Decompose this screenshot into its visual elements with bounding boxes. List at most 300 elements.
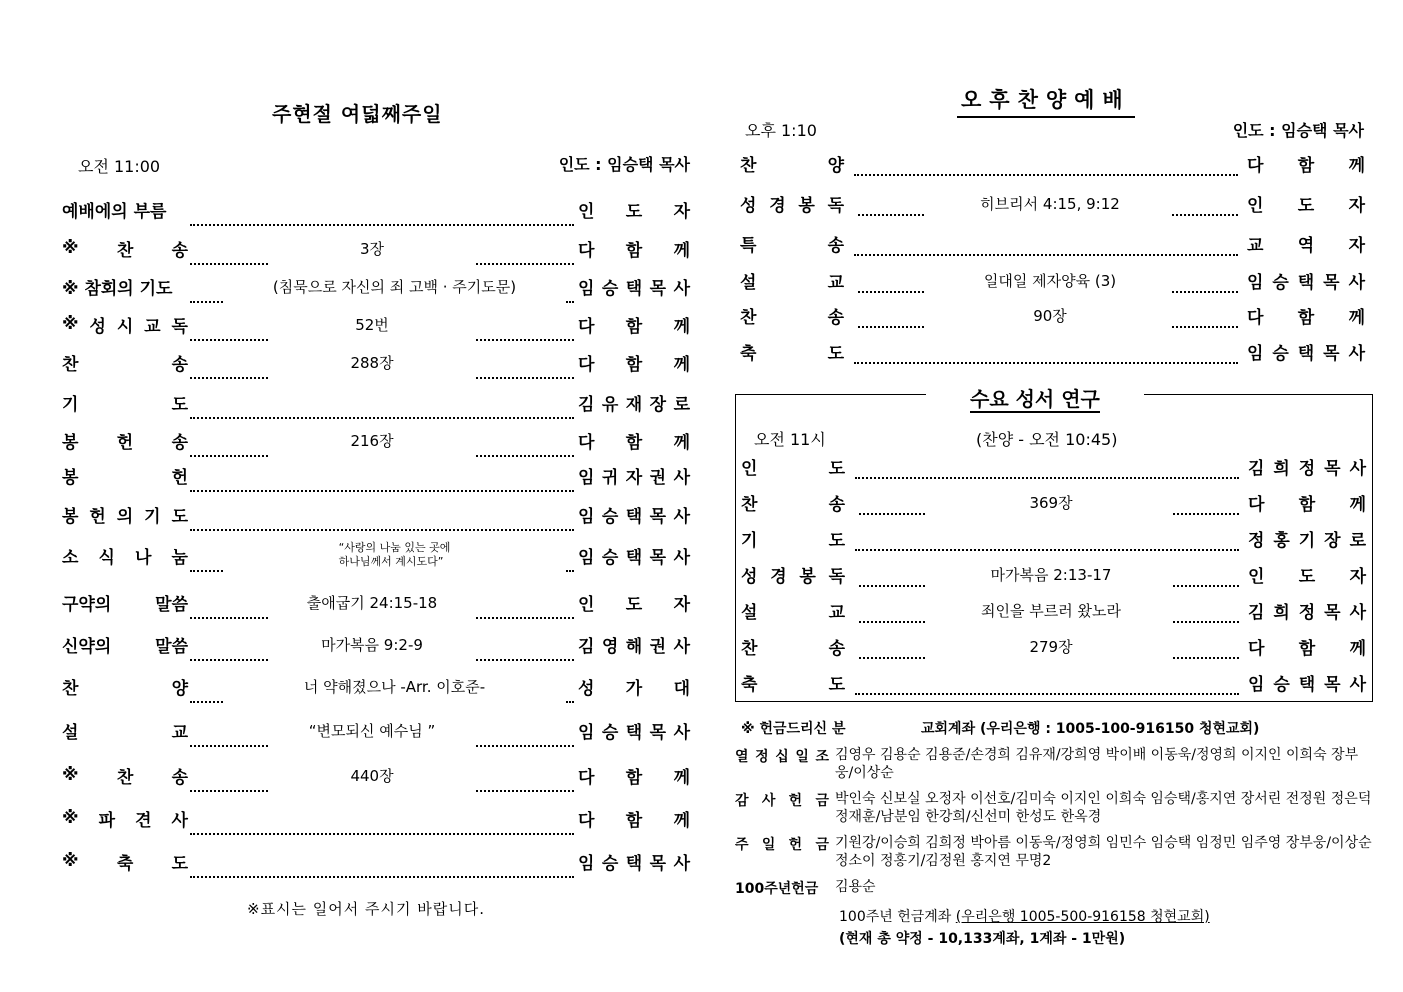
performer-char: 께: [1348, 307, 1365, 328]
role-char: 도: [171, 853, 188, 874]
role-char: 시: [116, 316, 134, 337]
label-char: 일: [795, 749, 809, 765]
performer-char: 목: [1324, 674, 1341, 695]
item-role: [740, 336, 844, 366]
role-char: 도: [171, 506, 188, 527]
role-char: 축: [116, 853, 134, 874]
performer-char: 께: [673, 316, 690, 337]
item-performer: [578, 425, 690, 455]
service-item: [741, 559, 1366, 589]
item-role: [62, 309, 188, 339]
item-role: [741, 631, 845, 661]
label-char: 주: [735, 837, 749, 853]
role-char: 봉: [798, 195, 815, 216]
performer-char: 께: [673, 810, 690, 831]
service-item: [62, 846, 690, 876]
role-char: 찬: [116, 240, 134, 261]
item-role: [62, 233, 188, 263]
afternoon-service-leader: 인도 : 임승택 목사: [1232, 121, 1364, 140]
performer-char: 자: [1348, 195, 1365, 216]
role-char: 경: [770, 566, 787, 587]
performer-char: 승: [1272, 343, 1289, 364]
service-item: [62, 194, 690, 224]
item-performer: [578, 587, 690, 617]
performer-char: 택: [1298, 674, 1316, 695]
role-char: 도: [828, 458, 845, 479]
afternoon-service-time: 오후 1:10: [745, 121, 817, 140]
role-char: 도: [828, 674, 845, 695]
role-char: 의: [116, 506, 134, 527]
role-char: 찬: [740, 155, 757, 176]
item-performer: [1248, 559, 1366, 589]
performer-char: 인: [1248, 566, 1265, 587]
item-performer: [578, 540, 690, 570]
item-role: [62, 587, 188, 617]
performer-char: 께: [673, 432, 690, 453]
role-char: 설: [62, 722, 79, 743]
role-char: 인: [741, 458, 758, 479]
role-char: 도: [828, 530, 845, 551]
item-role: [62, 760, 188, 790]
service-item: [740, 148, 1365, 178]
performer-char: 다: [578, 810, 595, 831]
role-char: 찬: [741, 638, 758, 659]
item-performer: [578, 309, 690, 339]
offering-section: [735, 718, 1375, 948]
role-char: 독: [827, 195, 844, 216]
role-char: 봉: [62, 467, 79, 488]
role-char: 도: [827, 343, 844, 364]
item-role: [740, 188, 844, 218]
item-role: [62, 629, 188, 659]
item-performer: [1247, 336, 1365, 366]
performer-char: 해: [625, 636, 643, 657]
performer-char: 다: [578, 767, 595, 788]
item-role: [62, 387, 188, 417]
service-item: [62, 803, 690, 833]
item-role: [741, 487, 845, 517]
item-role: [62, 671, 188, 701]
offering-header: ※ 헌금드리신 분: [741, 721, 846, 737]
performer-char: 다: [578, 316, 595, 337]
performer-char: 승: [601, 722, 619, 743]
item-performer: [1247, 148, 1365, 178]
item-role: [62, 846, 188, 876]
role-char: 교: [827, 272, 844, 293]
performer-char: 장: [1324, 530, 1341, 551]
item-content: (침묵으로 자신의 죄 고백 · 주기도문): [272, 277, 517, 296]
role-char: 예배에의 부름: [62, 201, 167, 222]
role-char: 송: [828, 494, 845, 515]
label-char: 조: [815, 749, 829, 765]
church-account: 교회계좌 (우리은행 : 1005-100-916150 청현교회): [921, 721, 1260, 737]
performer-char: 께: [673, 240, 690, 261]
role-char: 말씀: [155, 594, 188, 615]
item-content: 죄인을 부르러 왔노라: [981, 601, 1121, 620]
role-char: 양: [171, 678, 188, 699]
performer-char: 다: [578, 240, 595, 261]
wednesday-title: 수요 성서 연구: [926, 383, 1144, 412]
performer-char: 함: [625, 240, 643, 261]
offering-label: [735, 878, 835, 898]
item-performer: [578, 846, 690, 876]
performer-char: 승: [601, 278, 619, 299]
label-char: 금: [815, 837, 829, 853]
performer-char: 김: [578, 394, 595, 415]
item-performer: [578, 347, 690, 377]
performer-char: 택: [625, 722, 643, 743]
performer-char: 다: [1247, 155, 1264, 176]
item-role: [62, 460, 188, 490]
service-item: [62, 460, 690, 490]
role-char: 송: [828, 638, 845, 659]
performer-char: 김: [1248, 458, 1265, 479]
label-char: 헌: [788, 793, 803, 809]
role-char: 기: [741, 530, 758, 551]
item-performer: [1248, 667, 1366, 697]
offering-label: [735, 746, 835, 782]
item-performer: [1247, 228, 1365, 258]
item-role: [741, 523, 845, 553]
performer-char: 임: [1248, 674, 1265, 695]
service-item: [62, 499, 690, 529]
performer-char: 사: [673, 547, 690, 568]
performer-char: 대: [673, 678, 690, 699]
label-char: 정: [755, 749, 769, 765]
service-item: [741, 487, 1366, 517]
role-char: 기: [62, 394, 79, 415]
service-item: [62, 540, 690, 570]
performer-char: 자: [625, 467, 643, 488]
performer-char: 임: [1247, 272, 1264, 293]
role-char: 찬: [741, 494, 758, 515]
role-char: ※: [62, 765, 79, 785]
performer-char: 사: [1348, 272, 1365, 293]
performer-char: 목: [1323, 272, 1340, 293]
performer-char: 권: [649, 636, 667, 657]
wednesday-time: 오전 11시: [754, 430, 826, 449]
performer-char: 함: [1298, 494, 1316, 515]
role-char: 송: [171, 767, 188, 788]
performer-char: 자: [1348, 235, 1365, 256]
item-performer: [578, 271, 690, 301]
label-char: 사: [761, 793, 776, 809]
item-performer: [578, 760, 690, 790]
performer-char: 께: [1348, 155, 1365, 176]
performer-char: 임: [1247, 343, 1264, 364]
role-char: 성: [740, 195, 757, 216]
item-role: [741, 595, 845, 625]
morning-service-title: 주현절 여덟째주일: [272, 102, 443, 126]
item-role: [740, 228, 844, 258]
role-char: 송: [171, 354, 188, 375]
item-content: 279장: [1029, 637, 1073, 656]
performer-char: 사: [1349, 602, 1366, 623]
role-char: ※ 참회의 기도: [62, 278, 173, 299]
item-role: [741, 667, 845, 697]
item-content: 출애굽기 24:15-18: [306, 593, 438, 612]
item-performer: [1248, 631, 1366, 661]
performer-char: 목: [649, 547, 667, 568]
role-char: 성: [89, 316, 106, 337]
performer-char: 사: [1349, 458, 1366, 479]
performer-char: 희: [1273, 602, 1290, 623]
item-content: “변모되신 예수님 ”: [308, 721, 436, 740]
performer-char: 승: [601, 547, 619, 568]
service-item: [62, 387, 690, 417]
performer-char: 께: [673, 354, 690, 375]
performer-char: 권: [649, 467, 667, 488]
role-char: 특: [740, 235, 757, 256]
item-performer: [578, 387, 690, 417]
centennial-account: (우리은행 1005-500-916158 청현교회): [955, 909, 1210, 925]
role-char: 구약의: [62, 594, 112, 615]
role-char: 신약의: [62, 636, 112, 657]
performer-char: 역: [1297, 235, 1315, 256]
performer-char: 함: [625, 810, 643, 831]
performer-char: 함: [625, 432, 643, 453]
service-item: [741, 595, 1366, 625]
performer-char: 승: [1272, 272, 1289, 293]
label-char: 100주년헌금: [735, 881, 819, 897]
item-content: 440장: [350, 766, 394, 785]
service-item: [62, 671, 690, 701]
performer-char: 다: [1248, 494, 1265, 515]
performer-char: 사: [673, 467, 690, 488]
performer-char: 다: [1248, 638, 1265, 659]
performer-char: 도: [1297, 195, 1315, 216]
role-char: 찬: [62, 678, 79, 699]
item-performer: [1248, 487, 1366, 517]
performer-char: 도: [625, 594, 643, 615]
performer-char: 인: [1247, 195, 1264, 216]
item-role: [740, 148, 844, 178]
service-item: [740, 228, 1365, 258]
role-char: 봉: [62, 432, 79, 453]
role-char: 봉: [799, 566, 816, 587]
item-content: 90장: [1033, 306, 1067, 325]
performer-char: 인: [578, 594, 595, 615]
performer-char: 재: [625, 394, 643, 415]
role-char: ※: [62, 808, 79, 828]
role-char: 찬: [62, 354, 79, 375]
service-item: [741, 451, 1366, 481]
service-item: [741, 523, 1366, 553]
role-char: 나: [135, 547, 152, 568]
item-content: “사랑의 나눔 있는 곳에 하나님께서 계시도다”: [338, 541, 451, 568]
performer-char: 사: [1348, 343, 1365, 364]
performer-char: 유: [601, 394, 619, 415]
performer-char: 목: [649, 722, 667, 743]
performer-char: 다: [1247, 307, 1264, 328]
item-content: 마가복음 2:13-17: [990, 565, 1112, 584]
performer-char: 사: [673, 636, 690, 657]
service-item: [62, 233, 690, 263]
performer-char: 귀: [601, 467, 619, 488]
role-char: 소: [62, 547, 79, 568]
item-role: [62, 499, 188, 529]
role-char: 성: [741, 566, 758, 587]
role-char: 헌: [116, 432, 134, 453]
role-char: 독: [171, 316, 188, 337]
performer-char: 함: [1298, 638, 1316, 659]
performer-char: 희: [1273, 458, 1290, 479]
role-char: 송: [827, 307, 844, 328]
role-char: 식: [98, 547, 115, 568]
item-role: [62, 715, 188, 745]
service-item: [62, 760, 690, 790]
performer-char: 김: [578, 636, 595, 657]
role-char: 헌: [171, 467, 188, 488]
performer-char: 임: [578, 278, 595, 299]
label-char: 일: [761, 837, 776, 853]
item-role: [740, 265, 844, 295]
offering-names: 김영우 김용순 김용준/손경희 김유재/강희영 박이배 이동욱/정영희 이지인 이희숙 장부웅/이상순: [835, 747, 1359, 781]
role-char: 파: [98, 810, 116, 831]
item-performer: [578, 460, 690, 490]
service-item: [62, 425, 690, 455]
item-performer: [578, 233, 690, 263]
item-role: [62, 347, 188, 377]
role-char: 말씀: [155, 636, 188, 657]
performer-char: 께: [1349, 638, 1366, 659]
performer-char: 임: [578, 467, 595, 488]
performer-char: 임: [578, 547, 595, 568]
performer-char: 장: [649, 394, 667, 415]
item-content: 일대일 제자양육 (3): [983, 271, 1117, 290]
item-role: [740, 300, 844, 330]
role-char: 축: [741, 674, 758, 695]
role-char: 찬: [740, 307, 757, 328]
service-item: [740, 300, 1365, 330]
role-char: 설: [741, 602, 758, 623]
item-performer: [578, 629, 690, 659]
label-char: 십: [775, 749, 789, 765]
performer-char: 께: [673, 767, 690, 788]
performer-char: 가: [625, 678, 643, 699]
performer-char: 사: [673, 853, 690, 874]
role-char: 양: [827, 155, 844, 176]
service-item: [62, 715, 690, 745]
performer-char: 정: [1248, 530, 1265, 551]
service-item: [62, 629, 690, 659]
label-char: 헌: [788, 837, 803, 853]
performer-char: 다: [578, 354, 595, 375]
performer-char: 자: [673, 201, 690, 222]
performer-char: 사: [673, 278, 690, 299]
performer-char: 택: [1297, 272, 1315, 293]
performer-char: 교: [1247, 235, 1264, 256]
service-item: [62, 587, 690, 617]
item-content: 너 약해졌으나 -Arr. 이호준-: [303, 677, 486, 696]
performer-char: 목: [649, 853, 667, 874]
service-item: [62, 347, 690, 377]
role-char: 송: [827, 235, 844, 256]
item-role: [62, 803, 188, 833]
performer-char: 인: [578, 201, 595, 222]
performer-char: 임: [578, 853, 595, 874]
label-char: 열: [735, 749, 749, 765]
item-performer: [578, 499, 690, 529]
role-char: 기: [144, 506, 161, 527]
performer-char: 함: [1297, 155, 1315, 176]
performer-char: 승: [1273, 674, 1290, 695]
item-performer: [578, 715, 690, 745]
performer-char: 택: [625, 506, 643, 527]
role-char: 찬: [116, 767, 134, 788]
performer-char: 다: [578, 432, 595, 453]
offering-names: 기원강/이승희 김희정 박아름 이동욱/정영희 임민수 임승택 임정민 임주영 장부웅/이상순 정소이 정홍기/김정원 홍지연 무명2: [835, 835, 1372, 869]
service-item: [741, 631, 1366, 661]
role-char: 교: [144, 316, 161, 337]
performer-char: 함: [625, 767, 643, 788]
offering-row: [735, 834, 1375, 870]
service-item: [740, 336, 1365, 366]
role-char: 도: [171, 394, 188, 415]
item-role: [62, 425, 188, 455]
service-item: [740, 188, 1365, 218]
performer-char: 께: [1349, 494, 1366, 515]
offering-row: [735, 878, 1375, 898]
performer-char: 함: [625, 316, 643, 337]
performer-char: 임: [578, 506, 595, 527]
item-performer: [1248, 523, 1366, 553]
item-content: 369장: [1029, 493, 1073, 512]
performer-char: 목: [1323, 343, 1340, 364]
role-char: 견: [135, 810, 152, 831]
role-char: 눔: [171, 547, 188, 568]
role-char: 교: [828, 602, 845, 623]
performer-char: 사: [1349, 674, 1366, 695]
pledge-summary: (현재 총 약정 - 10,133계좌, 1계좌 - 1만원): [839, 931, 1126, 947]
performer-char: 택: [625, 853, 643, 874]
role-char: 송: [171, 432, 188, 453]
role-char: 독: [828, 566, 845, 587]
performer-char: 영: [601, 636, 619, 657]
item-performer: [578, 671, 690, 701]
performer-char: 정: [1298, 458, 1316, 479]
performer-char: 함: [625, 354, 643, 375]
label-char: 금: [815, 793, 829, 809]
role-char: 축: [740, 343, 757, 364]
role-char: 경: [769, 195, 786, 216]
wednesday-praise-time: (찬양 - 오전 10:45): [976, 430, 1118, 449]
offering-label: [735, 790, 835, 826]
performer-char: 사: [673, 722, 690, 743]
performer-char: 홍: [1273, 530, 1290, 551]
role-char: 헌: [89, 506, 106, 527]
offering-names: 김용순: [835, 879, 876, 895]
item-performer: [1248, 451, 1366, 481]
offering-row: [735, 790, 1375, 826]
performer-char: 택: [1297, 343, 1315, 364]
role-char: 교: [171, 722, 188, 743]
performer-char: 함: [1297, 307, 1315, 328]
service-item: [62, 309, 690, 339]
role-char: ※: [62, 851, 79, 871]
centennial-account-label: 100주년 헌금계좌: [839, 909, 952, 925]
item-content: 마가복음 9:2-9: [321, 635, 423, 654]
service-item: [740, 265, 1365, 295]
performer-char: 도: [625, 201, 643, 222]
performer-char: 도: [1298, 566, 1316, 587]
performer-char: 목: [1324, 458, 1341, 479]
performer-char: 임: [578, 722, 595, 743]
item-content: 52번: [355, 315, 389, 334]
item-role: [62, 271, 188, 301]
performer-char: 승: [601, 853, 619, 874]
performer-char: 택: [625, 547, 643, 568]
